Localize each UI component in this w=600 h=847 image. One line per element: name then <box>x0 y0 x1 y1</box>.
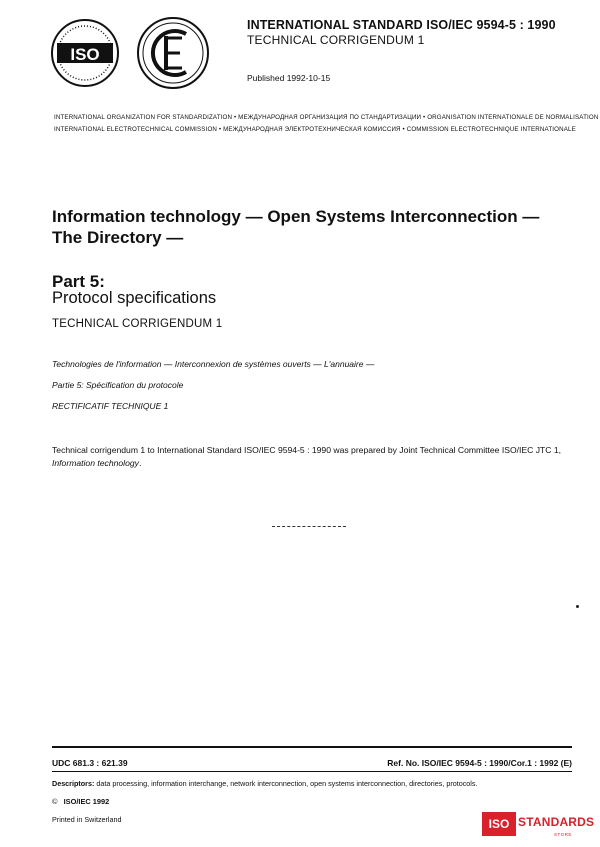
standards-store-label[interactable]: STANDARDS <box>518 815 595 829</box>
body-paragraph <box>52 444 572 470</box>
org-line-iec: INTERNATIONAL ELECTROTECHNICAL COMMISSION • МЕЖДУНАРОДНАЯ ЭЛЕКТРОТЕХНИЧЕСКАЯ КОМИССИЯ • COMMISSION ELECTROTECHNIQUE INTERNATIONALE <box>54 126 576 133</box>
footer-rule-top <box>52 746 572 748</box>
iec-logo <box>136 16 210 90</box>
part-number: Part 5: <box>52 272 105 291</box>
udc-code: UDC 681.3 : 621.39 <box>52 758 128 768</box>
printed-location: Printed in Switzerland <box>52 815 122 824</box>
document-title: Information technology — Open Systems Interconnection — The Directory — <box>52 207 540 247</box>
copyright-text: ISO/IEC 1992 <box>63 797 110 806</box>
corrigendum-label: TECHNICAL CORRIGENDUM 1 <box>247 33 425 47</box>
section-divider <box>272 526 346 527</box>
iso-store-badge[interactable]: ISO <box>482 812 516 836</box>
store-label: STORE <box>554 832 572 837</box>
copyright <box>52 797 109 806</box>
descriptors-text: data processing, information interchange, network interconnection, open systems interconnection, directories, protocols. <box>96 779 478 788</box>
body-text: Technical corrigendum 1 to International Standard ISO/IEC 9594-5 : 1990 was prepared by Joint Technical Committee ISO/IEC JTC 1, <box>52 445 562 455</box>
part-title: Protocol specifications <box>52 289 217 307</box>
descriptors <box>52 779 478 788</box>
stray-dot <box>576 605 579 608</box>
french-part: Partie 5: Spécification du protocole <box>52 380 184 390</box>
published-date: Published 1992-10-15 <box>247 73 331 83</box>
footer-rule-mid <box>52 771 572 772</box>
descriptors-label: Descriptors: <box>52 779 95 788</box>
reference-number: Ref. No. ISO/IEC 9594-5 : 1990/Cor.1 : 1992 (E) <box>387 758 572 768</box>
committee-name: Information technology <box>52 458 139 468</box>
french-title: Technologies de l'information — Interconnexion de systèmes ouverts — L'annuaire — <box>52 359 375 369</box>
french-corrigendum: RECTIFICATIF TECHNIQUE 1 <box>52 401 169 411</box>
technical-corrigendum-heading: TECHNICAL CORRIGENDUM 1 <box>52 318 223 330</box>
iso-logo-text: ISO <box>70 45 100 64</box>
standard-title: INTERNATIONAL STANDARD ISO/IEC 9594-5 : 1990 <box>247 18 556 32</box>
iso-logo <box>50 18 120 88</box>
body-end: . <box>138 458 142 468</box>
org-line-iso: INTERNATIONAL ORGANIZATION FOR STANDARDIZATION • МЕЖДУНАРОДНАЯ ОРГАНИЗАЦИЯ ПО СТАНДАРТИЗАЦИИ • ORGANISATION INTERNATIONALE DE NORMALISATION <box>54 114 599 121</box>
copyright-icon: © <box>52 797 58 806</box>
